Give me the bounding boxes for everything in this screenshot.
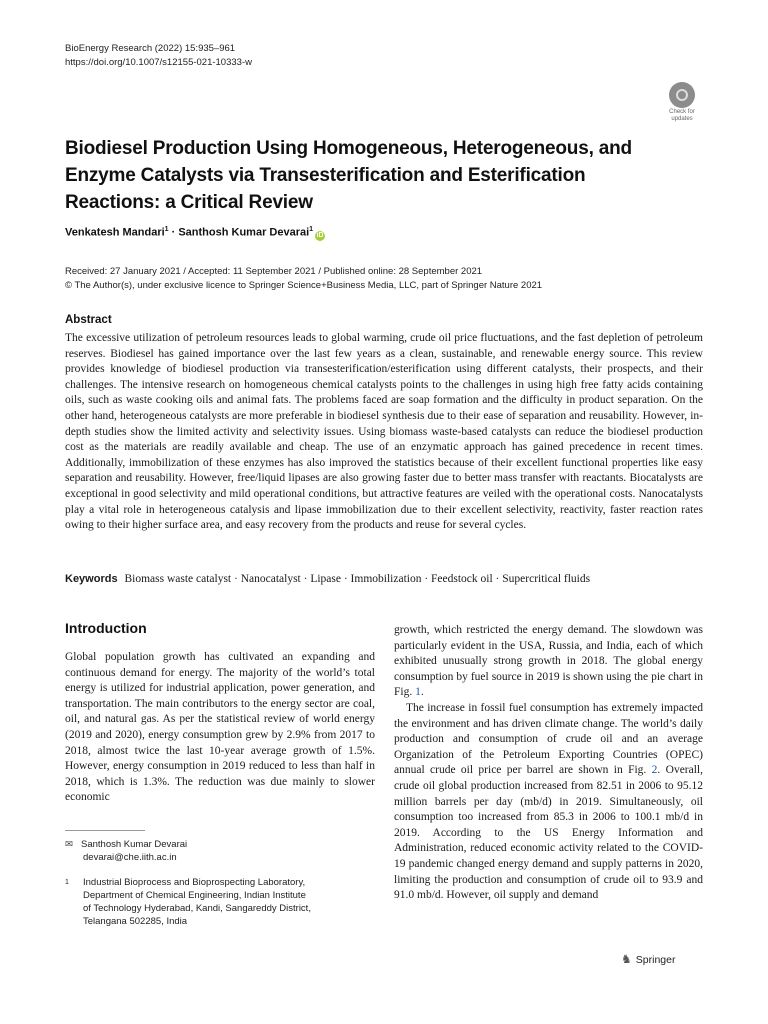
keywords-list: Biomass waste catalyst · Nanocatalyst · Lipase · Immobilization · Feedstock oil · Supercritical fluids <box>124 573 591 585</box>
author-name[interactable]: Venkatesh Mandari <box>65 226 165 239</box>
affiliation-line: of Technology Hyderabad, Kandi, Sangareddy District, <box>83 903 311 914</box>
affiliation-marker: 1 <box>164 226 169 233</box>
footnote-divider <box>65 830 145 831</box>
badge-line2: updates <box>671 116 693 122</box>
author-list <box>65 226 325 241</box>
journal-citation: BioEnergy Research (2022) 15:935–961 <box>65 43 236 54</box>
envelope-icon: ✉ <box>65 839 73 850</box>
abstract-text: The excessive utilization of petroleum resources leads to global warming, crude oil price fluctuations, and the fast depletion of petroleum reserves. Biodiesel has gained importance over the last few years as a clean, sustainable, and renewable energy source. This review provides knowledge of biodiesel production via transesterification/esterification using different catalysts, their prospects, and their challenges. The intensive research on homogeneous chemical catalysts points to the challenges in using high free fatty acids containing oils, such as waste cooking oils and animal fats. The problems faced are soap formation and the difficulty in product separation. On the other hand, heterogeneous catalysts are more preferable in biodiesel synthesis due to their ease of separation and reusability. However, in-depth studies show the limited activity and selectivity issues. Using biomass waste-based catalysts can reduce the biodiesel production cost as the materials are readily available and cheap. The use of an enzymatic approach has gained precedence in recent times. Additionally, immobilization of these enzymes has also improved the statistics because of their excellent functional properties like easy separation and reusability. However, free/liquid lipases are also growing faster due to better mass transfer with reactants. Biocatalysts are exceptional in good selectivity and mild operational conditions, but attractive features are veiled with the operational costs. Nanocatalysts play a vital role in heterogeneous catalysis and lipase immobilization due to their excellent selectivity, reactivity, faster reaction rates owing to their higher surface area, and easy recovery from the products and reuse for several cycles. <box>65 332 703 532</box>
corresponding-email[interactable]: devarai@che.iith.ac.in <box>83 852 177 863</box>
affiliation <box>65 876 365 928</box>
check-updates-icon <box>669 82 695 108</box>
badge-line1: Check for <box>669 109 695 115</box>
springer-horse-icon: ♞ <box>621 952 632 966</box>
copyright-line: © The Author(s), under exclusive licence to Springer Science+Business Media, LLC, part of Springer Nature 2021 <box>65 280 543 291</box>
publisher-name: Springer <box>635 954 676 966</box>
affiliation-line: Telangana 502285, India <box>83 916 188 927</box>
affiliation-line: Department of Chemical Engineering, Indian Institute <box>83 890 306 901</box>
affiliation-line: Industrial Bioprocess and Bioprospecting Laboratory, <box>83 877 306 888</box>
keywords <box>65 573 705 585</box>
affiliation-number: 1 <box>65 879 69 886</box>
orcid-icon[interactable]: iD <box>316 231 324 239</box>
abstract-heading: Abstract <box>65 314 112 326</box>
article-title: Biodiesel Production Using Homogeneous, Heterogeneous, and Enzyme Catalysts via Transesterification and Esterification Reactions: a Critical Review <box>65 138 632 213</box>
figure-link[interactable]: 2 <box>651 764 658 777</box>
corresponding-author: Santhosh Kumar Devarai <box>81 839 188 850</box>
publication-dates <box>65 265 542 293</box>
section-heading-introduction: Introduction <box>65 620 147 636</box>
figure-link[interactable]: 1 <box>415 686 421 699</box>
intro-paragraph: growth, which restricted the energy demand. The slowdown was particularly evident in the USA, Russia, and India, each of which exhibited unusually strong growth in 2018. The global energy consumption by fuel source in 2019 is shown using the pie chart in Fig. 1. <box>394 624 703 699</box>
journal-header <box>65 42 252 70</box>
author-name[interactable]: Santhosh Kumar Devarai <box>178 226 310 239</box>
check-for-updates-badge[interactable] <box>663 82 701 124</box>
doi-link[interactable]: https://doi.org/10.1007/s12155-021-10333-w <box>65 57 252 68</box>
intro-paragraph: Global population growth has cultivated an expanding and continuous demand for energy. The majority of the world’s total energy is utilized for industrial application, power generation, and transportation. The main contributors to the energy sector are coal, oil, and natural gas. As per the statistical review of world energy (2019 and 2020), energy consumption grew by 2.9% from 2017 to 2018, almost twice the last 10-year average growth of 1.5%. However, energy consumption in 2019 reduced to less than half in 2018, which is 1.3%. The reduction was due mainly to slower economic <box>65 651 375 804</box>
affiliation-marker: 1 <box>309 226 314 233</box>
left-column <box>65 620 375 806</box>
intro-paragraph: The increase in fossil fuel consumption has extremely impacted the environment and has driven climate change. The world’s daily production and consumption of crude oil and an average Organization of the Petroleum Exporting Countries (OPEC) annual crude oil price per barrel are shown in Fig. 2. Overall, crude oil global production increased from 82.51 in 2006 to 95.12 million barrels per day (mb/d) in 2019. Simultaneously, oil consumption too increased from 85.3 in 2006 to 100.1 mb/d in 2019. According to the US Energy Information and Administration, reduced economic activity related to the COVID-19 pandemic changed energy demand and supply patterns in 2020, limiting the production and consumption of crude oil to 93.9 and 91.0 mb/d. However, oil supply and demand <box>394 701 704 902</box>
correspondence <box>65 838 187 864</box>
dates-line: Received: 27 January 2021 / Accepted: 11 September 2021 / Published online: 28 September 2021 <box>65 266 483 277</box>
author-separator: · <box>168 226 179 239</box>
right-column <box>394 623 703 904</box>
publisher-mark <box>621 952 675 966</box>
keywords-heading: Keywords <box>65 573 118 585</box>
